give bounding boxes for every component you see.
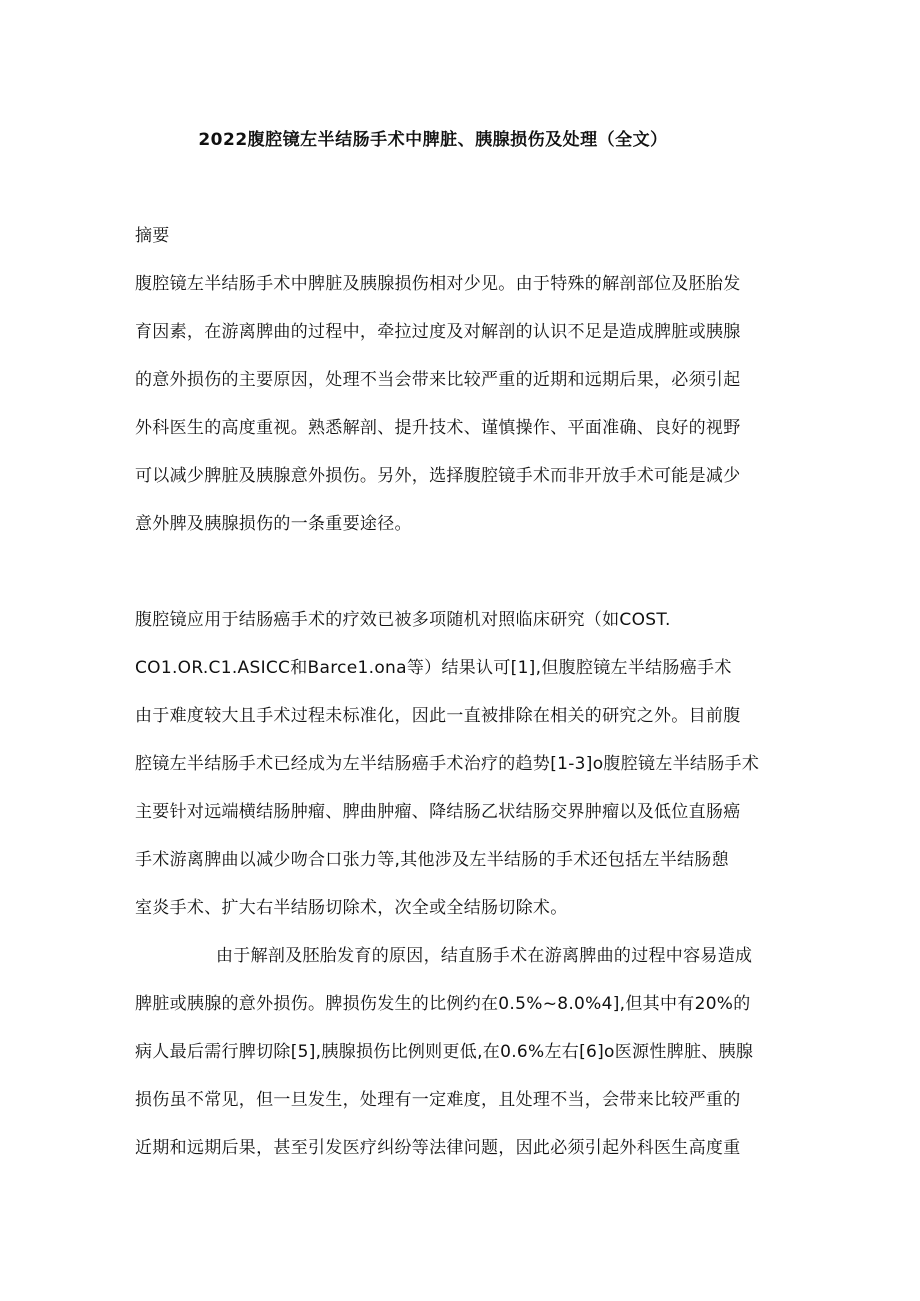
paragraph-line: 腔镜左半结肠手术已经成为左半结肠癌手术治疗的趋势[1-3]o腹腔镜左半结肠手术 [135,754,760,774]
paragraph-line: 由于解剖及胚胎发育的原因，结直肠手术在游离脾曲的过程中容易造成 [216,946,753,966]
abstract-line: 外科医生的高度重视。熟悉解剖、提升技术、谨慎操作、平面准确、良好的视野 [135,418,741,438]
paragraph-line: 损伤虽不常见，但一旦发生，处理有一定难度，且处理不当，会带来比较严重的 [135,1090,741,1110]
paragraph-line: 由于难度较大且手术过程未标准化，因此一直被排除在相关的研究之外。目前腹 [135,706,741,726]
abstract-line: 可以减少脾脏及胰腺意外损伤。另外，选择腹腔镜手术而非开放手术可能是减少 [135,466,741,486]
paragraph-line: 主要针对远端横结肠肿瘤、脾曲肿瘤、降结肠乙状结肠交界肿瘤以及低位直肠癌 [135,802,741,822]
abstract-line: 的意外损伤的主要原因，处理不当会带来比较严重的近期和远期后果，必须引起 [135,370,741,390]
paragraph-line: 手术游离脾曲以减少吻合口张力等,其他涉及左半结肠的手术还包括左半结肠憩 [135,850,729,870]
paragraph-line: 脾脏或胰腺的意外损伤。脾损伤发生的比例约在0.5%~8.0%4],但其中有20%的 [135,994,751,1014]
paragraph-line: 近期和远期后果，甚至引发医疗纠纷等法律问题，因此必须引起外科医生高度重 [135,1138,741,1158]
abstract-line: 育因素，在游离脾曲的过程中，牵拉过度及对解剖的认识不足是造成脾脏或胰腺 [135,322,741,342]
abstract-line: 意外脾及胰腺损伤的一条重要途径。 [135,514,412,534]
paragraph-line: 室炎手术、扩大右半结肠切除术，次全或全结肠切除术。 [135,898,568,918]
paragraph-line: 病人最后需行脾切除[5],胰腺损伤比例则更低,在0.6%左右[6]o医源性脾脏、胰腺 [135,1042,754,1062]
paragraph-line: 腹腔镜应用于结肠癌手术的疗效已被多项随机对照临床研究（如COST. [135,610,671,630]
paragraph-line: CO1.OR.C1.ASICC和Barce1.ona等）结果认可[1],但腹腔镜左半结肠癌手术 [135,658,732,678]
abstract-line: 腹腔镜左半结肠手术中脾脏及胰腺损伤相对少见。由于特殊的解剖部位及胚胎发 [135,274,741,294]
document-title: 2022腹腔镜左半结肠手术中脾脏、胰腺损伤及处理（全文） [198,130,668,150]
abstract-heading: 摘要 [135,226,170,246]
